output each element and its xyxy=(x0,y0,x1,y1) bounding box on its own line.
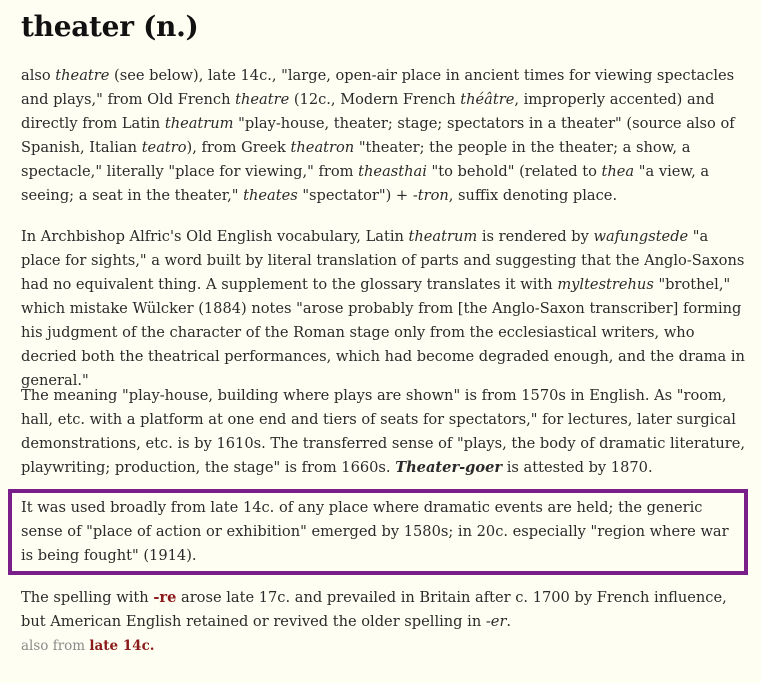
text-span: is attested by 1870. xyxy=(502,459,653,476)
text-span: is rendered by xyxy=(477,228,594,245)
bold-italic-term: Theater-goer xyxy=(395,459,503,476)
italic-term: wafungstede xyxy=(593,228,689,245)
date-link[interactable]: late 14c. xyxy=(89,638,155,654)
text-span: The spelling with xyxy=(21,589,154,606)
also-from-label: also from xyxy=(21,638,90,654)
text-span: (see below), late 14c., "large, open-air place in ancient times for viewing spectacles and plays," from Old French xyxy=(21,67,735,108)
italic-term: myltestrehus xyxy=(557,276,654,293)
text-span: The meaning "play-house, building where plays are shown" is from 1570s in English. As "room, hall, etc. with a platform at one end and tiers of seats for spectators," for lectures, later surgical demonstrations, etc. is by 1610s. The transferred sense of "plays, the body of dramatic literature, playwriting; production, the stage" is from 1660s. xyxy=(21,387,746,476)
italic-term: theatrum xyxy=(164,115,234,132)
text-span: ), from Greek xyxy=(186,139,291,156)
text-span: "to behold" (related to xyxy=(426,163,602,180)
also-from-line xyxy=(21,635,749,657)
highlighted-paragraph: It was used broadly from late 14c. of any place where dramatic events are held; the generic sense of "place of action or exhibition" emerged by 1580s; in 20c. especially "region where war is being fought" (1914). xyxy=(21,499,729,564)
text-span: . xyxy=(506,613,512,630)
spelling-paragraph xyxy=(21,586,749,634)
text-span: also xyxy=(21,67,56,84)
text-span: "brothel," which mistake Wülcker (1884) notes "arose probably from [the Anglo-Saxon transcriber] forming his judgment of the character of the Roman stage only from the ecclesiastical writers, who decried both the theatrical performances, which had become degraded enough, and the drama in general." xyxy=(21,276,745,389)
italic-term: -tron xyxy=(412,187,449,204)
italic-term: thea xyxy=(601,163,635,180)
text-span: "play-house, theater; stage; spectators in a theater" (source also of Spanish, Italian xyxy=(21,115,735,156)
text-span: , suffix denoting place. xyxy=(448,187,618,204)
text-span: "a place for sights," a word built by literal translation of parts and suggesting that the Anglo-Saxons had no equivalent thing. A supplement to the glossary translates it with xyxy=(21,228,745,293)
definition-paragraph-3 xyxy=(21,384,749,480)
entry-title: theater (n.) xyxy=(21,10,199,43)
italic-term: teatro xyxy=(141,139,187,156)
text-span: arose late 17c. and prevailed in Britain after c. 1700 by French influence, but American English retained or revived the older spelling in xyxy=(21,589,727,630)
italic-term: théâtre xyxy=(460,91,515,108)
text-span: "a view, a seeing; a seat in the theater," xyxy=(21,163,710,204)
italic-term: -er xyxy=(485,613,507,630)
definition-paragraph-1 xyxy=(21,64,749,208)
italic-term: theatre xyxy=(55,67,110,84)
italic-term: theates xyxy=(243,187,298,204)
text-span: (12c., Modern French xyxy=(289,91,461,108)
definition-paragraph-2 xyxy=(21,225,749,393)
text-span: "spectator") + xyxy=(297,187,413,204)
suffix-term: -re xyxy=(153,589,177,606)
italic-term: theatron xyxy=(290,139,355,156)
text-span: In Archbishop Alfric's Old English vocabulary, Latin xyxy=(21,228,409,245)
italic-term: theasthai xyxy=(358,163,427,180)
text-span: "theater; the people in the theater; a show, a spectacle," literally "place for viewing," from xyxy=(21,139,691,180)
italic-term: theatre xyxy=(235,91,290,108)
text-span: , improperly accented) and directly from Latin xyxy=(21,91,715,132)
italic-term: theatrum xyxy=(408,228,478,245)
